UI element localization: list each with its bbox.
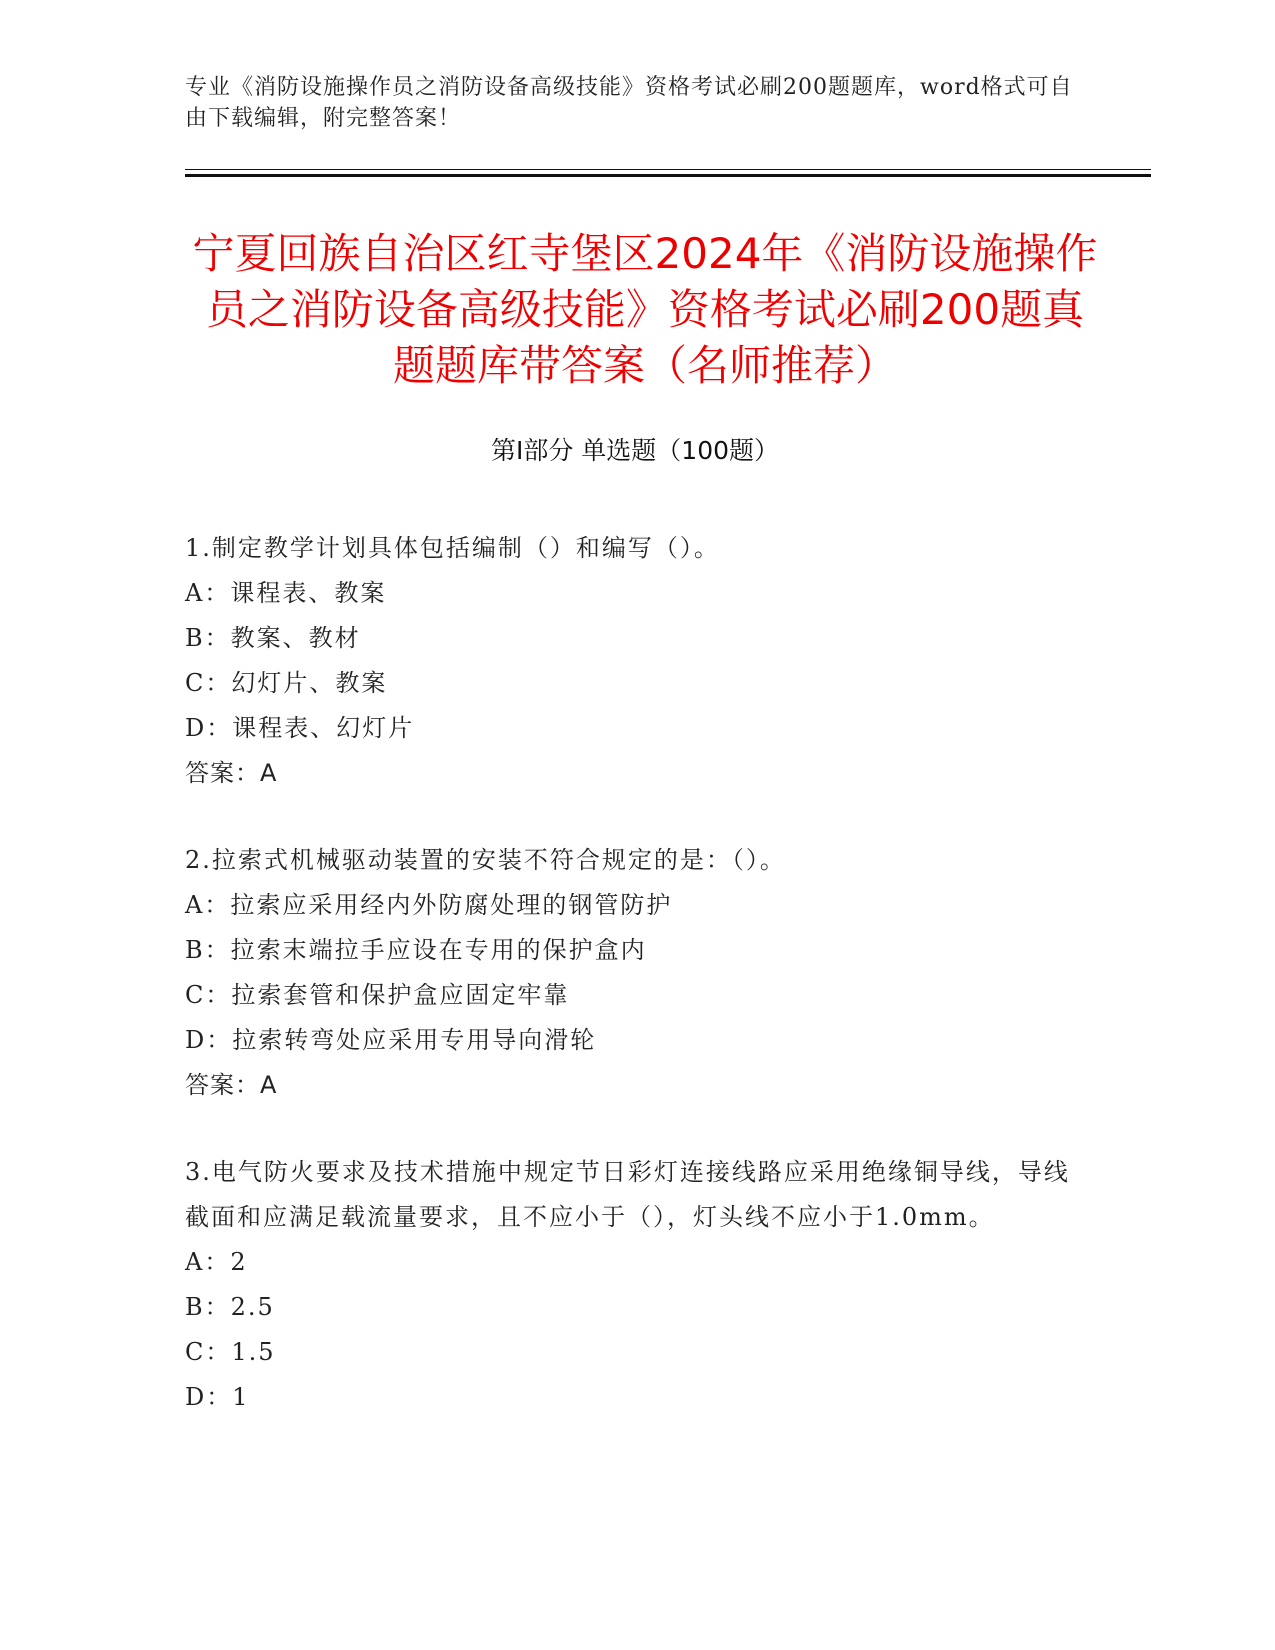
- option-d: D：1: [185, 1383, 250, 1411]
- question-stem: 3.电气防火要求及技术措施中规定节日彩灯连接线路应采用绝缘铜导线，导线截面和应满足载流量要求，且不应小于（），灯头线不应小于1.0mm。: [185, 1158, 1070, 1231]
- option-c: C：1.5: [185, 1338, 276, 1366]
- answer-line: 答案：A: [185, 759, 278, 787]
- document-title: 宁夏回族自治区红寺堡区2024年《消防设施操作员之消防设备高级技能》资格考试必刷200题真题题库带答案（名师推荐）: [192, 229, 1098, 390]
- question-stem: 2.拉索式机械驱动装置的安装不符合规定的是：（）。: [185, 846, 786, 874]
- question-list: [185, 526, 1075, 1462]
- option-b: B：教案、教材: [185, 624, 361, 652]
- option-c: C：拉索套管和保护盒应固定牢靠: [185, 981, 570, 1009]
- option-d: D：拉索转弯处应采用专用导向滑轮: [185, 1026, 597, 1054]
- header-rule-thick: [185, 174, 1151, 177]
- question-stem: 1.制定教学计划具体包括编制（）和编写（）。: [185, 534, 720, 562]
- header-note: 专业《消防设施操作员之消防设备高级技能》资格考试必刷200题题库，word格式可自由下载编辑，附完整答案！: [185, 75, 1073, 131]
- option-c: C：幻灯片、教案: [185, 669, 388, 697]
- section-title: 第Ⅰ部分 单选题（100题）: [490, 436, 780, 465]
- question-1: [185, 526, 1075, 796]
- option-b: B：拉索末端拉手应设在专用的保护盒内: [185, 936, 647, 964]
- option-b: B：2.5: [185, 1293, 275, 1321]
- option-a: A：拉索应采用经内外防腐处理的钢管防护: [185, 891, 673, 919]
- option-a: A：课程表、教案: [185, 579, 387, 607]
- answer-line: 答案：A: [185, 1071, 278, 1099]
- option-d: D：课程表、幻灯片: [185, 714, 415, 742]
- header-rule-thin: [185, 169, 1151, 170]
- question-3: [185, 1150, 1075, 1420]
- question-2: [185, 838, 1075, 1108]
- option-a: A：2: [185, 1248, 248, 1276]
